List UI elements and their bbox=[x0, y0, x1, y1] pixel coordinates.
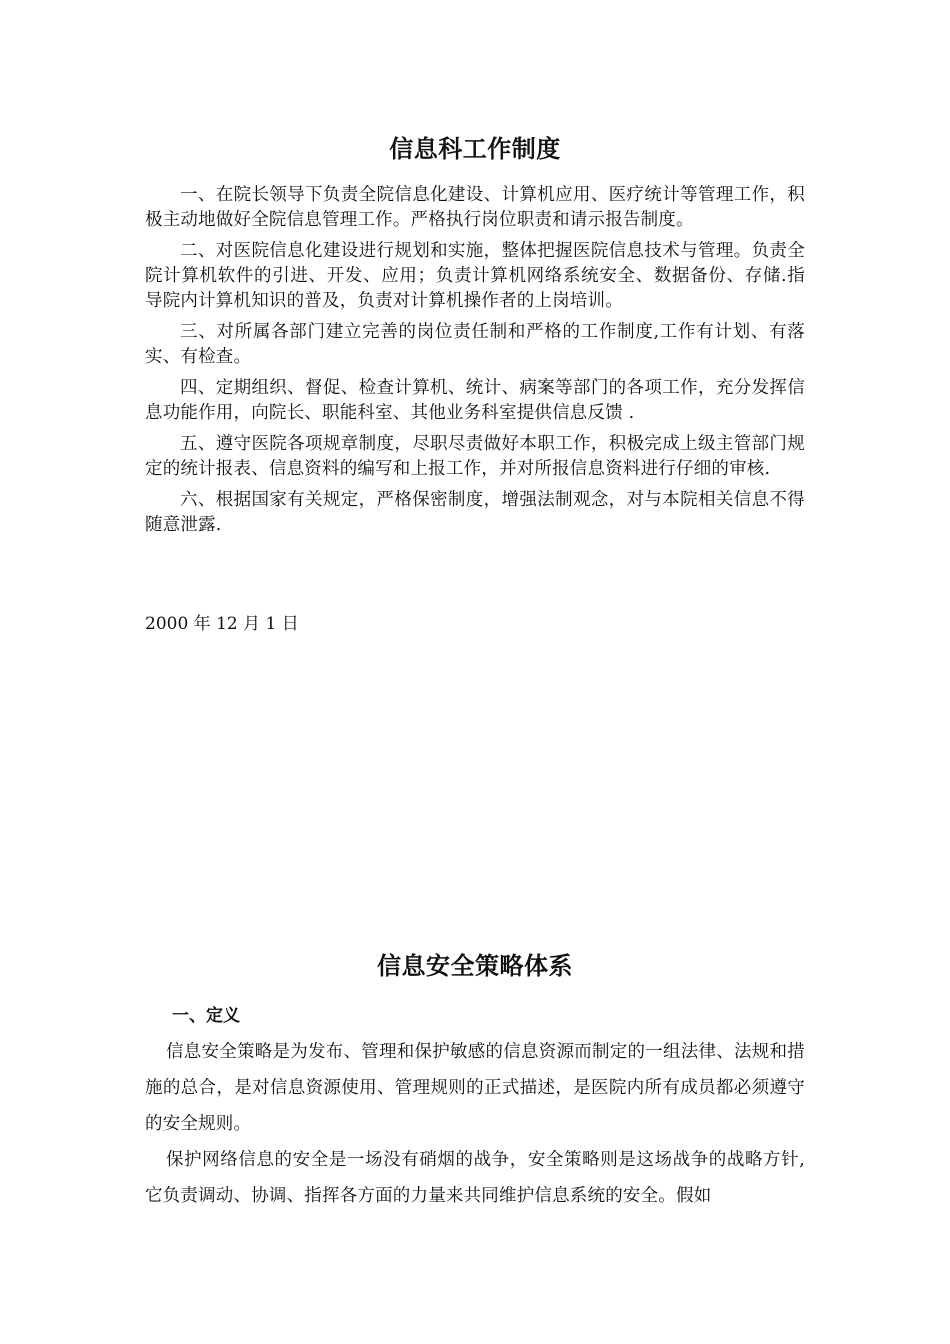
paragraph: 一、在院长领导下负责全院信息化建设、计算机应用、医疗统计等管理工作，积极主动地做好全院信息管理工作。严格执行岗位职责和请示报告制度。 bbox=[145, 185, 805, 230]
document-title: 信息安全策略体系 bbox=[377, 952, 573, 980]
paragraph: 五、遵守医院各项规章制度，尽职尽责做好本职工作，积极完成上级主管部门规定的统计报表、信息资料的编写和上报工作，并对所报信息资料进行仔细的审核. bbox=[145, 434, 805, 479]
paragraph: 三、对所属各部门建立完善的岗位责任制和严格的工作制度,工作有计划、有落实、有检查。 bbox=[145, 322, 805, 367]
paragraph: 四、定期组织、督促、检查计算机、统计、病案等部门的各项工作，充分发挥信息功能作用，向院长、职能科室、其他业务科室提供信息反馈 . bbox=[145, 378, 805, 423]
document-title: 信息科工作制度 bbox=[389, 135, 561, 163]
section-heading: 一、定义 bbox=[172, 1006, 240, 1026]
policy-body bbox=[145, 1002, 805, 1214]
paragraph: 六、根据国家有关规定，严格保密制度，增强法制观念，对与本院相关信息不得随意泄露. bbox=[145, 490, 805, 535]
regulation-body bbox=[145, 183, 805, 544]
document-date: 2000 年 12 月 1 日 bbox=[145, 614, 299, 634]
paragraph: 保护网络信息的安全是一场没有硝烟的战争，安全策略则是这场战争的战略方针,它负责调动、协调、指挥各方面的力量来共同维护信息系统的安全。假如 bbox=[145, 1150, 805, 1206]
paragraph: 二、对医院信息化建设进行规划和实施，整体把握医院信息技术与管理。负责全院计算机软件的引进、开发、应用；负责计算机网络系统安全、数据备份、存储.指导院内计算机知识的普及，负责对计算机操作者的上岗培训。 bbox=[145, 241, 805, 311]
paragraph: 信息安全策略是为发布、管理和保护敏感的信息资源而制定的一组法律、法规和措施的总合，是对信息资源使用、管理规则的正式描述，是医院内所有成员都必须遵守的安全规则。 bbox=[145, 1042, 805, 1134]
